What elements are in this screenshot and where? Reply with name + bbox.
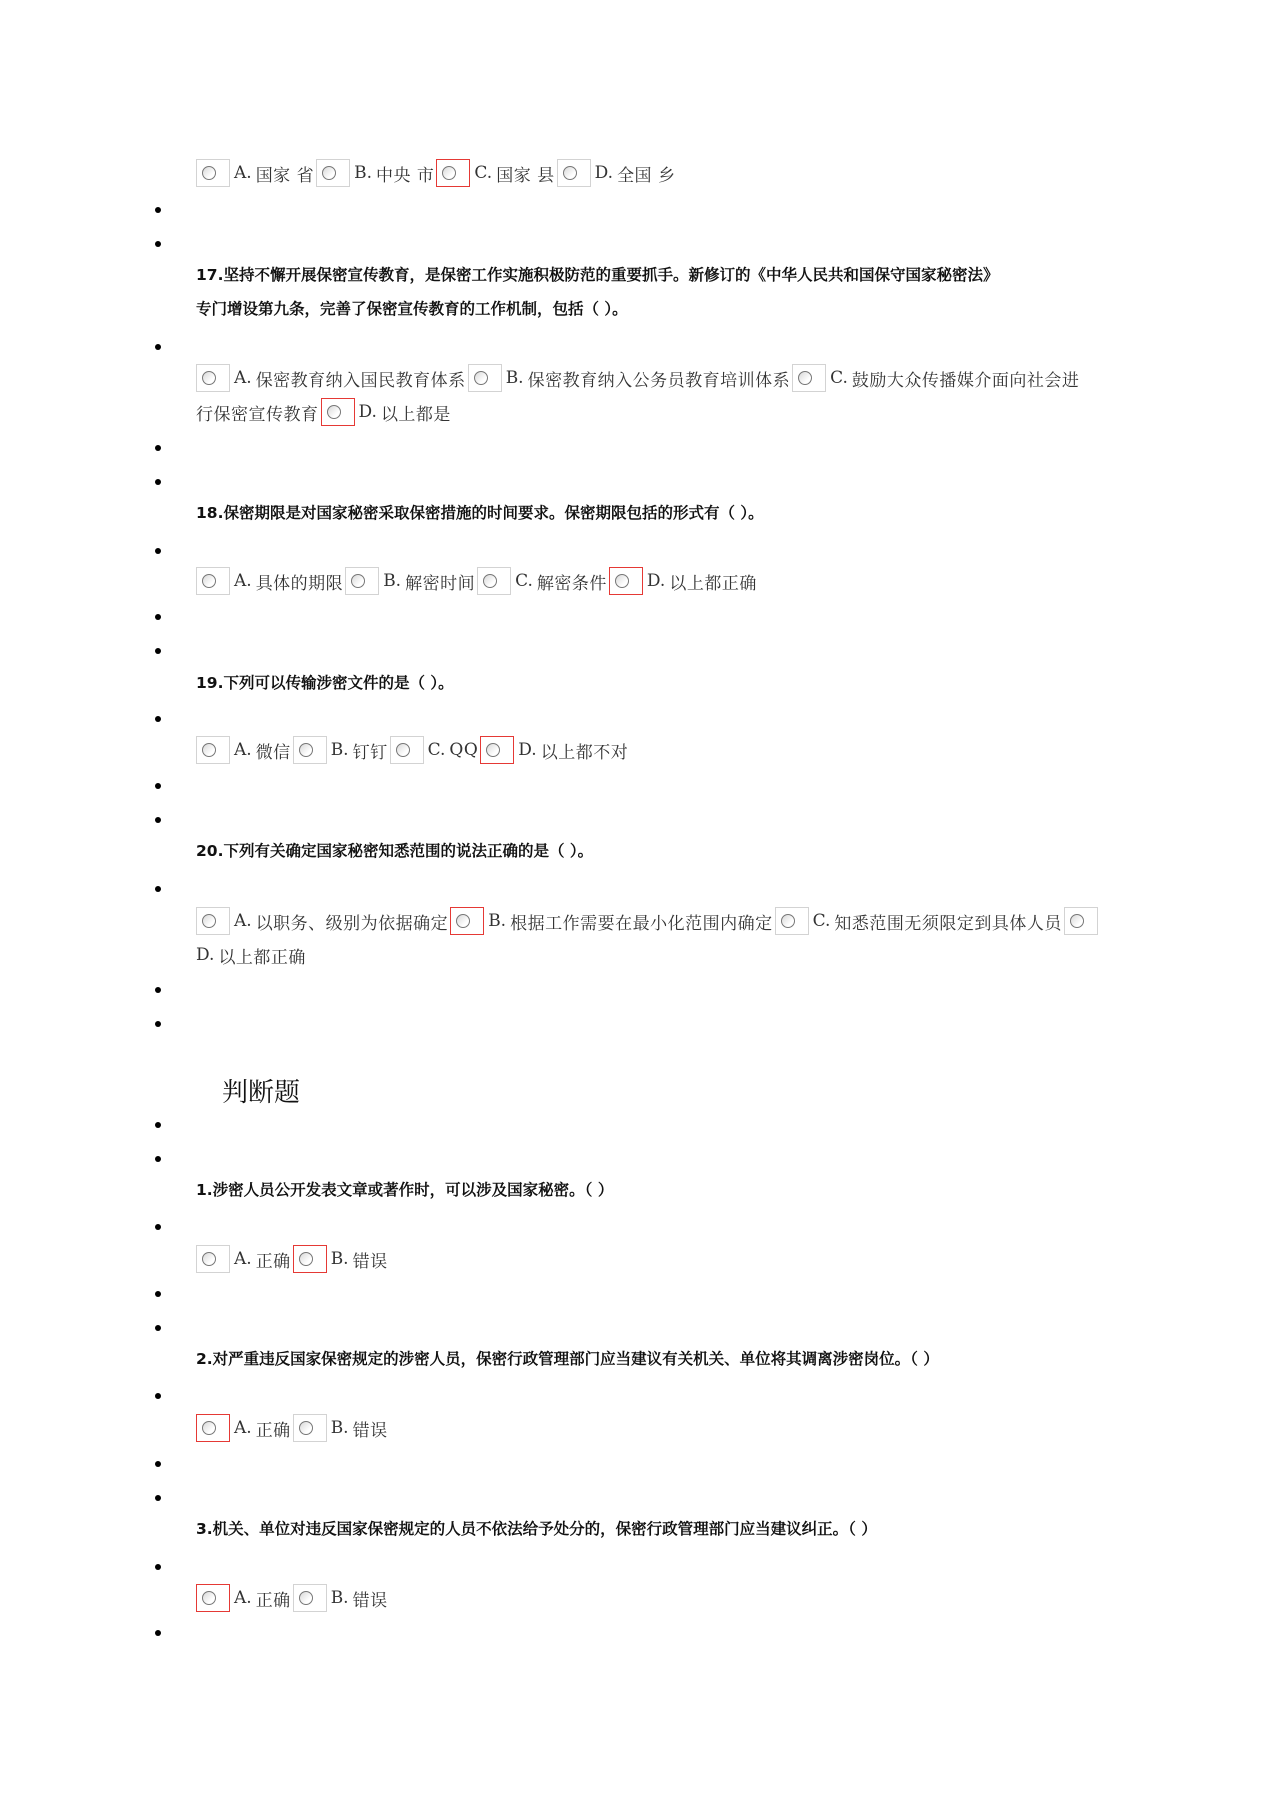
q16-radio-d[interactable] bbox=[557, 159, 591, 187]
radio-icon bbox=[202, 914, 216, 928]
j3-radio-a[interactable] bbox=[196, 1584, 230, 1612]
radio-icon bbox=[615, 574, 629, 588]
q17-options-line2: 行保密宣传教育 D. 以上都是 bbox=[196, 397, 453, 427]
list-bullet bbox=[155, 716, 161, 722]
q20-options-line1: A. 以职务、级别为依据确定 B. 根据工作需要在最小化范围内确定 C. 知悉范围无须限定到具体人员 bbox=[196, 906, 1098, 936]
list-bullet bbox=[155, 1461, 161, 1467]
radio-icon bbox=[1070, 914, 1084, 928]
q16-radio-a[interactable] bbox=[196, 159, 230, 187]
radio-icon bbox=[202, 574, 216, 588]
radio-icon bbox=[202, 166, 216, 180]
q17-options-line1: A. 保密教育纳入国民教育体系 B. 保密教育纳入公务员教育培训体系 C. 鼓励大众传播媒介面向社会进 bbox=[196, 363, 1081, 393]
list-bullet bbox=[155, 987, 161, 993]
list-bullet bbox=[155, 344, 161, 350]
q18-radio-d[interactable] bbox=[609, 567, 643, 595]
radio-icon bbox=[322, 166, 336, 180]
list-bullet bbox=[155, 886, 161, 892]
q18-radio-a[interactable] bbox=[196, 567, 230, 595]
list-bullet bbox=[155, 1495, 161, 1501]
q16-radio-b[interactable] bbox=[316, 159, 350, 187]
list-bullet bbox=[155, 1630, 161, 1636]
list-bullet bbox=[155, 1156, 161, 1162]
radio-icon bbox=[202, 743, 216, 757]
radio-icon bbox=[327, 405, 341, 419]
q19-options: A. 微信 B. 钉钉 C. QQ D. 以上都不对 bbox=[196, 735, 630, 765]
j2-radio-b[interactable] bbox=[293, 1414, 327, 1442]
q20-options-line2: D. 以上都正确 bbox=[196, 945, 306, 968]
list-bullet bbox=[155, 1122, 161, 1128]
list-bullet bbox=[155, 648, 161, 654]
radio-icon bbox=[486, 743, 500, 757]
radio-icon bbox=[798, 371, 812, 385]
question-17-title: 17.坚持不懈开展保密宣传教育，是保密工作实施积极防范的重要抓手。新修订的《中华人民共和国保守国家秘密法》 专门增设第九条，完善了保密宣传教育的工作机制，包括（ ）。 bbox=[196, 266, 999, 318]
list-bullet bbox=[155, 614, 161, 620]
j3-options: A. 正确 B. 错误 bbox=[196, 1583, 390, 1613]
list-bullet bbox=[155, 207, 161, 213]
j1-radio-b[interactable] bbox=[293, 1245, 327, 1273]
q18-options: A. 具体的期限 B. 解密时间 C. 解密条件 D. 以上都正确 bbox=[196, 566, 759, 596]
j3-radio-b[interactable] bbox=[293, 1584, 327, 1612]
list-bullet bbox=[155, 1021, 161, 1027]
list-bullet bbox=[155, 241, 161, 247]
q18-radio-c[interactable] bbox=[477, 567, 511, 595]
section-title: 判断题 bbox=[222, 1078, 301, 1108]
q19-radio-c[interactable] bbox=[390, 736, 424, 764]
q17-radio-b[interactable] bbox=[468, 364, 502, 392]
q20-radio-d[interactable] bbox=[1064, 907, 1098, 935]
q18-radio-b[interactable] bbox=[345, 567, 379, 595]
radio-icon bbox=[202, 1421, 216, 1435]
q17-radio-d[interactable] bbox=[321, 398, 355, 426]
list-bullet bbox=[155, 1325, 161, 1331]
j1-options: A. 正确 B. 错误 bbox=[196, 1244, 390, 1274]
j2-radio-a[interactable] bbox=[196, 1414, 230, 1442]
j1-radio-a[interactable] bbox=[196, 1245, 230, 1273]
q19-radio-d[interactable] bbox=[480, 736, 514, 764]
radio-icon bbox=[483, 574, 497, 588]
radio-icon bbox=[396, 743, 410, 757]
radio-icon bbox=[202, 1591, 216, 1605]
radio-icon bbox=[299, 743, 313, 757]
question-18-title: 18.保密期限是对国家秘密采取保密措施的时间要求。保密期限包括的形式有（ ）。 bbox=[196, 504, 764, 522]
list-bullet bbox=[155, 1564, 161, 1570]
q16-options: A. 国家 省 B. 中央 市 C. 国家 县 D. 全国 乡 bbox=[196, 158, 677, 188]
radio-icon bbox=[781, 914, 795, 928]
q20-radio-b[interactable] bbox=[450, 907, 484, 935]
list-bullet bbox=[155, 783, 161, 789]
judgment-1-title: 1.涉密人员公开发表文章或著作时，可以涉及国家秘密。（ ） bbox=[196, 1181, 614, 1199]
radio-icon bbox=[299, 1252, 313, 1266]
radio-icon bbox=[456, 914, 470, 928]
list-bullet bbox=[155, 1224, 161, 1230]
q19-radio-a[interactable] bbox=[196, 736, 230, 764]
list-bullet bbox=[155, 817, 161, 823]
radio-icon bbox=[299, 1591, 313, 1605]
list-bullet bbox=[155, 548, 161, 554]
judgment-3-title: 3.机关、单位对违反国家保密规定的人员不依法给予处分的，保密行政管理部门应当建议纠正。（ ） bbox=[196, 1520, 877, 1538]
radio-icon bbox=[474, 371, 488, 385]
question-19-title: 19.下列可以传输涉密文件的是（ ）。 bbox=[196, 674, 454, 692]
radio-icon bbox=[351, 574, 365, 588]
radio-icon bbox=[563, 166, 577, 180]
q20-radio-c[interactable] bbox=[775, 907, 809, 935]
radio-icon bbox=[442, 166, 456, 180]
list-bullet bbox=[155, 1291, 161, 1297]
q17-radio-c[interactable] bbox=[792, 364, 826, 392]
list-bullet bbox=[155, 445, 161, 451]
q20-radio-a[interactable] bbox=[196, 907, 230, 935]
radio-icon bbox=[299, 1421, 313, 1435]
list-bullet bbox=[155, 479, 161, 485]
judgment-2-title: 2.对严重违反国家保密规定的涉密人员，保密行政管理部门应当建议有关机关、单位将其调离涉密岗位。（ ） bbox=[196, 1350, 939, 1368]
question-20-title: 20.下列有关确定国家秘密知悉范围的说法正确的是（ ）。 bbox=[196, 842, 594, 860]
q19-radio-b[interactable] bbox=[293, 736, 327, 764]
radio-icon bbox=[202, 371, 216, 385]
j2-options: A. 正确 B. 错误 bbox=[196, 1413, 390, 1443]
radio-icon bbox=[202, 1252, 216, 1266]
q16-radio-c[interactable] bbox=[436, 159, 470, 187]
list-bullet bbox=[155, 1393, 161, 1399]
q17-radio-a[interactable] bbox=[196, 364, 230, 392]
